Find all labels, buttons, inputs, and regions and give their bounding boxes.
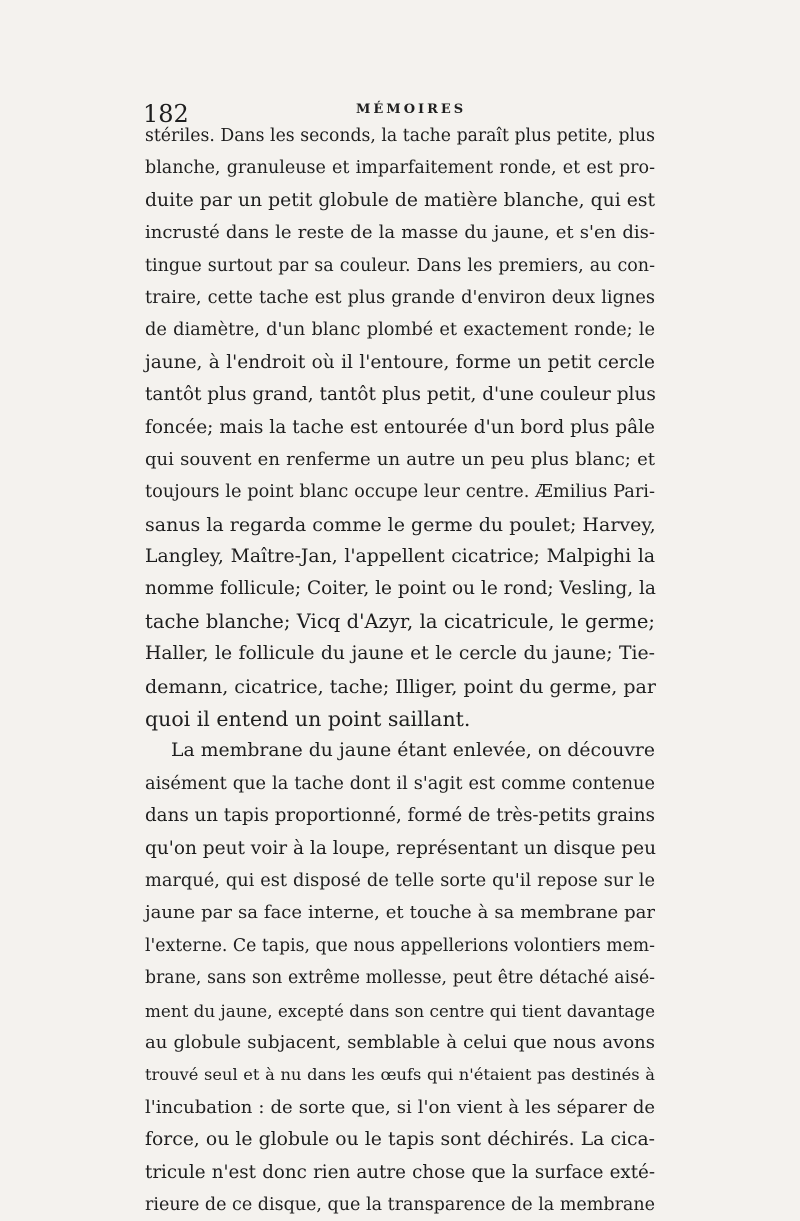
text-line: demann, cicatrice, tache; Illiger, point du germe, par — [145, 675, 656, 698]
text-line: blanche, granuleuse et imparfaitement ronde, et est pro- — [145, 158, 655, 179]
text-line: Langley, Maître-Jan, l'appellent cicatrice; Malpighi la — [145, 546, 655, 568]
text-line: dans un tapis proportionné, formé de très-petits grains — [145, 805, 655, 827]
page-number: 182 — [143, 100, 189, 128]
text-line: rieure de ce disque, que la transparence de la membrane — [145, 1194, 655, 1215]
text-line: de diamètre, d'un blanc plombé et exactement ronde; le — [145, 320, 655, 341]
text-line: force, ou le globule ou le tapis sont déchirés. La cica- — [145, 1129, 655, 1151]
text-line: incrusté dans le reste de la masse du jaune, et s'en dis- — [145, 222, 655, 244]
text-line: Haller, le follicule du jaune et le cercle du jaune; Tie- — [145, 643, 655, 665]
text-line: qu'on peut voir à la loupe, représentant un disque peu — [145, 837, 657, 859]
text-line: au globule subjacent, semblable à celui que nous avons — [145, 1031, 655, 1053]
text-line: tantôt plus grand, tantôt plus petit, d'une couleur plus — [145, 384, 656, 406]
text-line: tricule n'est donc rien autre chose que la surface exté- — [145, 1161, 655, 1183]
text-line: quoi il entend un point saillant. — [145, 707, 471, 732]
text-line: nomme follicule; Coiter, le point ou le rond; Vesling, la — [145, 578, 656, 600]
text-line: trouvé seul et à nu dans les œufs qui n'étaient pas destinés à — [145, 1065, 655, 1085]
text-line: jaune par sa face interne, et touche à sa membrane par — [145, 902, 655, 924]
text-line: ment du jaune, excepté dans son centre qui tient davantage — [145, 1000, 655, 1021]
text-line: tingue surtout par sa couleur. Dans les premiers, au con- — [145, 255, 655, 276]
text-line: marqué, qui est disposé de telle sorte qu'il repose sur le — [145, 870, 655, 891]
text-line: l'externe. Ce tapis, que nous appellerions volontiers mem- — [145, 935, 655, 956]
text-line: traire, cette tache est plus grande d'environ deux lignes — [145, 287, 655, 308]
text-line: jaune, à l'endroit où il l'entoure, forme un petit cercle — [145, 351, 655, 373]
text-line: duite par un petit globule de matière blanche, qui est — [145, 189, 655, 211]
body-text — [145, 120, 655, 1221]
text-line: aisément que la tache dont il s'agit est comme contenue — [145, 773, 655, 794]
text-line: tache blanche; Vicq d'Azyr, la cicatricule, le germe; — [145, 609, 655, 633]
text-line: l'incubation : de sorte que, si l'on vient à les séparer de — [145, 1096, 655, 1118]
text-line: sanus la regarda comme le germe du poulet; Harvey, — [145, 513, 656, 536]
text-line: qui souvent en renferme un autre un peu plus blanc; et — [145, 448, 655, 470]
text-line: brane, sans son extrême mollesse, peut être détaché aisé- — [145, 968, 655, 989]
text-line: toujours le point blanc occupe leur centre. Æmilius Pari- — [145, 482, 655, 503]
text-line: La membrane du jaune étant enlevée, on découvre — [171, 740, 655, 762]
running-title: MÉMOIRES — [356, 102, 467, 117]
text-line: foncée; mais la tache est entourée d'un bord plus pâle — [145, 416, 655, 438]
text-line: stériles. Dans les seconds, la tache paraît plus petite, plus — [145, 126, 655, 146]
